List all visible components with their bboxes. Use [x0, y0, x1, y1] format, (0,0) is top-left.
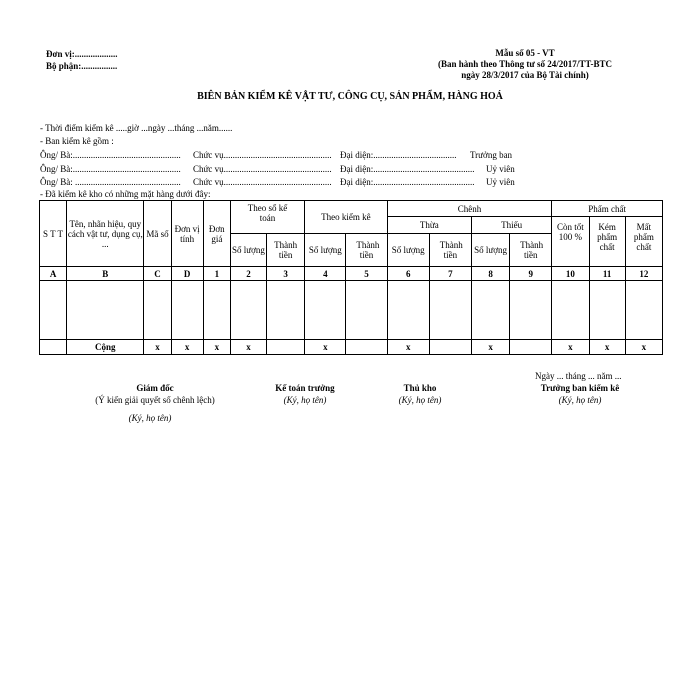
- total-cell: x: [144, 340, 171, 355]
- column-index: C: [144, 267, 171, 281]
- table-cell[interactable]: [625, 281, 662, 340]
- form-issued-by: (Ban hành theo Thông tư số 24/2017/TT-BTC: [438, 59, 612, 69]
- column-index: 9: [510, 267, 552, 281]
- header-stt: S T T: [40, 201, 67, 267]
- total-cell: [40, 340, 67, 355]
- table-cell[interactable]: [171, 281, 203, 340]
- member-position-1: Chức vụ................................................: [193, 150, 332, 160]
- table-cell[interactable]: [230, 281, 266, 340]
- column-index: 11: [589, 267, 625, 281]
- header-surplus-qty: Số lượng: [387, 234, 429, 267]
- column-index: 5: [346, 267, 387, 281]
- column-index-row: [40, 267, 663, 281]
- header-quality-good: Còn tốt 100 %: [552, 217, 589, 267]
- committee-head-title: Trưởng ban kiểm kê: [540, 383, 620, 393]
- table-cell[interactable]: [552, 281, 589, 340]
- table-cell[interactable]: [144, 281, 171, 340]
- header-surplus-amount: Thành tiền: [429, 234, 471, 267]
- committee-line: - Ban kiểm kê gồm :: [40, 136, 114, 146]
- member-position-2: Chức vụ................................................: [193, 164, 332, 174]
- signature-storekeeper: [375, 382, 465, 406]
- organization-block: [46, 48, 118, 72]
- header-quality-poor: Kém phẩm chất: [589, 217, 625, 267]
- unit-line: Đơn vị:...................: [46, 49, 118, 59]
- member-role-2: Uỷ viên: [486, 164, 515, 174]
- member-representative-3: Đại diện:.............................................: [340, 177, 475, 187]
- column-index: B: [67, 267, 144, 281]
- column-index: 8: [471, 267, 509, 281]
- total-cell: x: [171, 340, 203, 355]
- chief-accountant-title: Kế toán trưởng: [275, 383, 335, 393]
- total-row: [40, 340, 663, 355]
- header-difference: Chênh: [387, 201, 552, 217]
- table-cell[interactable]: [429, 281, 471, 340]
- header-unit-price: Đơn giá: [203, 201, 230, 267]
- table-cell[interactable]: [40, 281, 67, 340]
- table-cell[interactable]: [471, 281, 509, 340]
- header-surplus: Thừa: [387, 217, 471, 234]
- column-index: 2: [230, 267, 266, 281]
- header-physical-count: Theo kiểm kê: [305, 201, 387, 234]
- signature-date: Ngày ... tháng ... năm ...: [535, 371, 622, 381]
- total-cell: x: [305, 340, 346, 355]
- header-shortage-amount: Thành tiền: [510, 234, 552, 267]
- total-cell: [267, 340, 305, 355]
- header-item-name: Tên, nhãn hiệu, quy cách vật tư, dụng cụ, ...: [67, 201, 144, 267]
- member-name-2: Ông/ Bà:................................................: [40, 164, 181, 174]
- chief-accountant-sign: (Ký, họ tên): [283, 395, 327, 405]
- column-index: 12: [625, 267, 662, 281]
- table-cell[interactable]: [267, 281, 305, 340]
- total-label: Cộng: [67, 340, 144, 355]
- document-title: BIÊN BẢN KIỂM KÊ VẬT TƯ, CÔNG CỤ, SẢN PHẨM, HÀNG HOÁ: [197, 91, 503, 102]
- signature-director: [80, 382, 230, 406]
- table-cell[interactable]: [346, 281, 387, 340]
- header-count-qty: Số lượng: [305, 234, 346, 267]
- inventory-time-line: - Thời điểm kiểm kê .....giờ ...ngày ...tháng ...năm......: [40, 123, 233, 133]
- signature-committee-head: [525, 382, 635, 406]
- total-cell: [510, 340, 552, 355]
- header-quality: Phẩm chất: [552, 201, 663, 217]
- storekeeper-title: Thủ kho: [403, 383, 437, 393]
- column-index: 10: [552, 267, 589, 281]
- header-count-amount: Thành tiền: [346, 234, 387, 267]
- total-cell: x: [203, 340, 230, 355]
- header-book-records: Theo sổ kế toán: [230, 201, 304, 234]
- header-code: Mã số: [144, 201, 171, 267]
- total-cell: [346, 340, 387, 355]
- form-info-block: [430, 48, 620, 81]
- total-cell: [429, 340, 471, 355]
- director-note: (Ý kiến giải quyết số chênh lệch): [95, 395, 215, 405]
- table-cell[interactable]: [305, 281, 346, 340]
- column-index: 7: [429, 267, 471, 281]
- member-name-3: Ông/ Bà: ...............................................: [40, 177, 181, 187]
- table-cell[interactable]: [387, 281, 429, 340]
- header-quality-lost: Mất phẩm chất: [625, 217, 662, 267]
- column-index: 4: [305, 267, 346, 281]
- total-cell: x: [552, 340, 589, 355]
- total-cell: x: [471, 340, 509, 355]
- member-role-1: Trưởng ban: [470, 150, 513, 160]
- member-representative-2: Đại diện:.............................................: [340, 164, 475, 174]
- member-role-3: Uỷ viên: [486, 177, 515, 187]
- table-cell[interactable]: [589, 281, 625, 340]
- form-code: Mẫu số 05 - VT: [495, 48, 555, 58]
- column-index: A: [40, 267, 67, 281]
- column-index: 6: [387, 267, 429, 281]
- signature-chief-accountant: [260, 382, 350, 406]
- header-book-amount: Thành tiền: [267, 234, 305, 267]
- department-line: Bộ phận:................: [46, 61, 118, 71]
- member-representative-1: Đại diện:.....................................: [340, 150, 457, 160]
- column-index: D: [171, 267, 203, 281]
- table-cell[interactable]: [510, 281, 552, 340]
- table-cell[interactable]: [203, 281, 230, 340]
- header-shortage: Thiếu: [471, 217, 551, 234]
- total-cell: x: [230, 340, 266, 355]
- column-index: 3: [267, 267, 305, 281]
- member-name-1: Ông/ Bà:................................................: [40, 150, 181, 160]
- header-unit: Đơn vị tính: [171, 201, 203, 267]
- table-cell[interactable]: [67, 281, 144, 340]
- total-cell: x: [589, 340, 625, 355]
- checked-line: - Đã kiểm kê kho có những mặt hàng dưới đây:: [40, 189, 211, 199]
- form-issued-date: ngày 28/3/2017 của Bộ Tài chính): [461, 70, 589, 80]
- total-cell: x: [387, 340, 429, 355]
- header-book-qty: Số lượng: [230, 234, 266, 267]
- director-sign: (Ký, họ tên): [128, 413, 172, 423]
- inventory-table: [39, 200, 663, 355]
- table-body-row: [40, 281, 663, 340]
- committee-head-sign: (Ký, họ tên): [558, 395, 602, 405]
- header-shortage-qty: Số lượng: [471, 234, 509, 267]
- director-title: Giám đốc: [136, 383, 174, 393]
- column-index: 1: [203, 267, 230, 281]
- storekeeper-sign: (Ký, họ tên): [398, 395, 442, 405]
- member-position-3: Chức vụ................................................: [193, 177, 332, 187]
- total-cell: x: [625, 340, 662, 355]
